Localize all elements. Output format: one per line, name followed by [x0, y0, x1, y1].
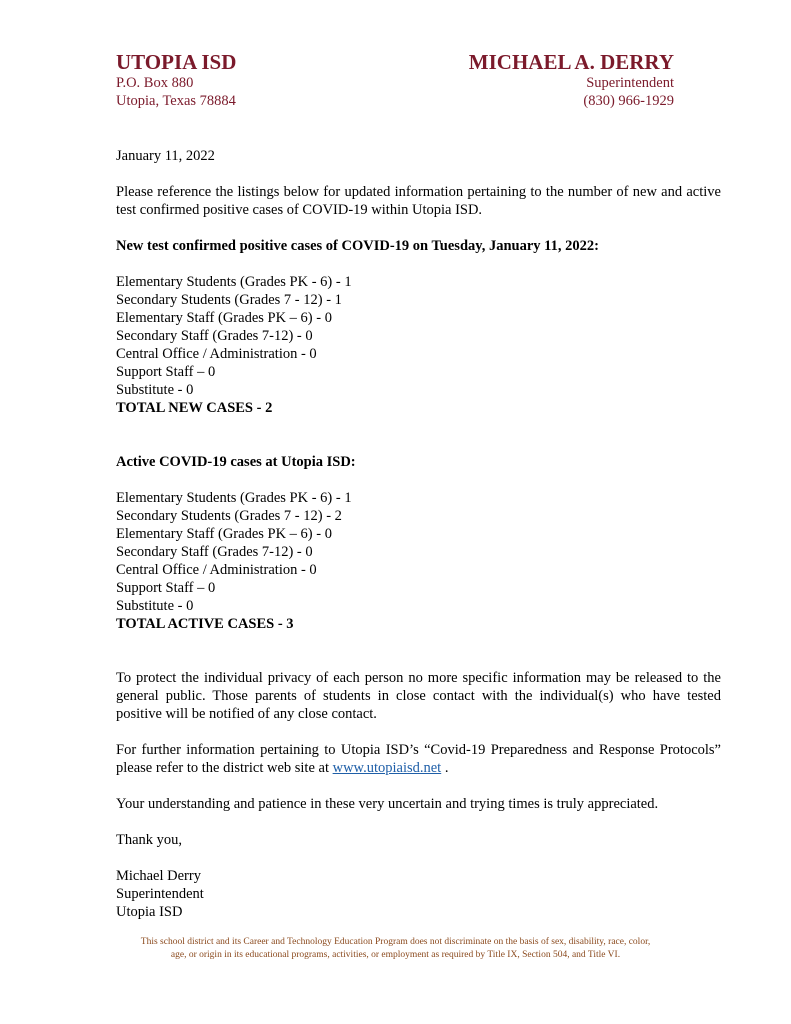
- list-item: Elementary Staff (Grades PK – 6) - 0: [116, 310, 332, 326]
- info-text: For further information pertaining to Utopia ISD’s “Covid-19 Preparedness and Response Protocols” please refer to the district web site at: [116, 742, 721, 776]
- new-cases-list: [116, 273, 721, 417]
- list-item: Central Office / Administration - 0: [116, 346, 317, 362]
- active-cases-list: [116, 489, 721, 633]
- list-item: Secondary Staff (Grades 7-12) - 0: [116, 328, 313, 344]
- list-item: Support Staff – 0: [116, 364, 216, 380]
- active-cases-total: TOTAL ACTIVE CASES - 3: [116, 616, 294, 632]
- nondiscrimination-footer: [100, 936, 691, 962]
- letterhead-district: [116, 50, 236, 110]
- list-item: Elementary Students (Grades PK - 6) - 1: [116, 490, 352, 506]
- list-item: Elementary Students (Grades PK - 6) - 1: [116, 274, 352, 290]
- active-cases-heading: Active COVID-19 cases at Utopia ISD:: [116, 454, 356, 470]
- new-cases-total: TOTAL NEW CASES - 2: [116, 400, 273, 416]
- letter-date: January 11, 2022: [116, 148, 215, 164]
- footer-line-1: This school district and its Career and Technology Education Program does not discriminate on the basis of sex, disability, race, color,: [140, 937, 651, 947]
- list-item: Central Office / Administration - 0: [116, 562, 317, 578]
- phone-number: (830) 966-1929: [583, 93, 674, 109]
- info-paragraph: [116, 741, 721, 777]
- letter-body: [116, 147, 721, 921]
- info-suffix: .: [441, 760, 449, 776]
- signature-name: Michael Derry: [116, 868, 201, 884]
- letterhead-superintendent: [469, 50, 674, 110]
- list-item: Secondary Students (Grades 7 - 12) - 1: [116, 292, 342, 308]
- signature-org: Utopia ISD: [116, 904, 183, 920]
- signature-title: Superintendent: [116, 886, 204, 902]
- list-item: Secondary Staff (Grades 7-12) - 0: [116, 544, 313, 560]
- list-item: Substitute - 0: [116, 598, 194, 614]
- closing: Thank you,: [116, 832, 183, 848]
- district-name: UTOPIA ISD: [116, 50, 237, 74]
- new-cases-heading: New test confirmed positive cases of COVID-19 on Tuesday, January 11, 2022:: [116, 238, 599, 254]
- intro-paragraph: Please reference the listings below for updated information pertaining to the number of new and active test confirmed positive cases of COVID-19 within Utopia ISD.: [116, 184, 721, 218]
- signature-block: [116, 867, 721, 921]
- list-item: Secondary Students (Grades 7 - 12) - 2: [116, 508, 342, 524]
- privacy-paragraph: To protect the individual privacy of each person no more specific information may be released to the general public. Those parents of students in close contact with the individual(s) who have tested positive will be notified of any close contact.: [116, 670, 721, 722]
- list-item: Elementary Staff (Grades PK – 6) - 0: [116, 526, 332, 542]
- district-website-link[interactable]: www.utopiaisd.net: [332, 760, 442, 776]
- footer-line-2: age, or origin in its educational programs, activities, or employment as required by Title IX, Section 504, and Title VI.: [170, 950, 621, 960]
- address-line-2: Utopia, Texas 78884: [116, 93, 236, 109]
- list-item: Support Staff – 0: [116, 580, 216, 596]
- superintendent-title: Superintendent: [586, 75, 674, 91]
- superintendent-name: MICHAEL A. DERRY: [468, 50, 674, 74]
- appreciation-paragraph: Your understanding and patience in these very uncertain and trying times is truly appreciated.: [116, 796, 659, 812]
- list-item: Substitute - 0: [116, 382, 194, 398]
- address-line-1: P.O. Box 880: [116, 75, 194, 91]
